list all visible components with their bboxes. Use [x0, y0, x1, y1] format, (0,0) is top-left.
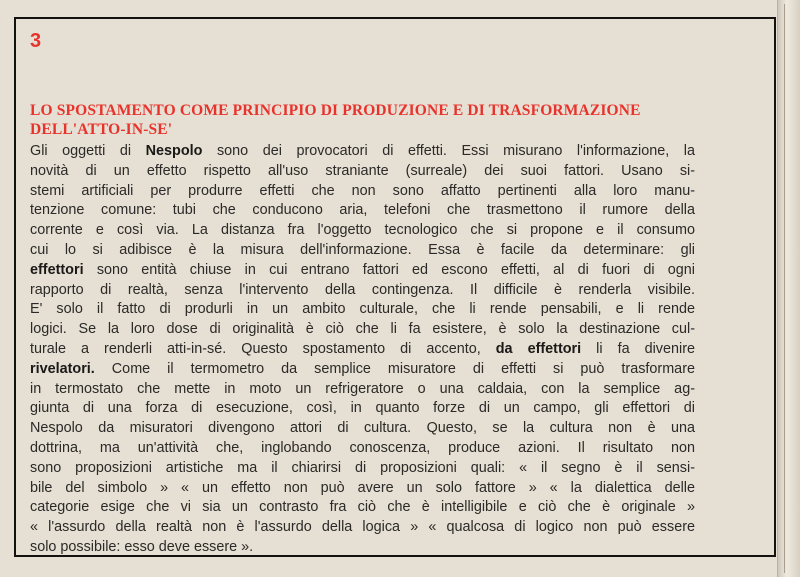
- page-edge-line: [784, 4, 785, 573]
- paragraph-line-3: stemi artificiali per produrre effetti che non sono affatto pertinenti alla loro manu-: [30, 182, 695, 199]
- page-edge-strip: [777, 0, 800, 577]
- text-run: Gli oggetti di: [30, 143, 146, 159]
- paragraph-line-6: cui lo si adibisce è la misura dell'informazione. Essa è facile da determinare: gli: [30, 241, 695, 258]
- paragraph-line-2: novità di un effetto rispetto all'uso straniante (surreale) dei suoi fattori. Usano si-: [30, 162, 695, 179]
- text-run: li fa divenire: [581, 340, 695, 357]
- page-number: 3: [30, 30, 42, 52]
- paragraph-line-13: in termostato che mette in moto un refrigeratore o una caldaia, con la semplice ag-: [30, 380, 695, 397]
- paragraph-line-21: solo possibile: esso deve essere ».: [30, 538, 254, 555]
- section-heading-line-1: LO SPOSTAMENTO COME PRINCIPIO DI PRODUZIONE E DI TRASFORMAZIONE: [30, 102, 641, 119]
- section-heading: [30, 101, 730, 139]
- section-heading-line-2: DELL'ATTO-IN-SE': [30, 121, 173, 138]
- paragraph-line-12: [30, 360, 695, 380]
- text-run: turale a renderli atti-in-sé. Questo spostamento di accento,: [30, 340, 496, 357]
- paragraph-line-20: « l'assurdo della realtà non è l'assurdo della logica » « qualcosa di logico non può essere: [30, 519, 695, 536]
- paragraph-line-16: dottrina, ma un'attività che, inglobando conoscenza, produce azioni. Il risultato non: [30, 439, 695, 456]
- text-run: Come il termometro da semplice misuratore di effetti si può trasformare: [94, 360, 695, 377]
- paragraph-line-11: [30, 340, 695, 360]
- body-paragraph: [30, 142, 695, 558]
- paragraph-line-15: Nespolo da misuratori divengono attori di cultura. Questo, se la cultura non è una: [30, 420, 695, 437]
- paragraph-line-4: tenzione comune: tubi che conducono aria, telefoni che trasmettono il rumore della: [30, 202, 695, 219]
- paragraph-line-1: [30, 142, 695, 162]
- paragraph-line-9: E' solo il fatto di produrli in un ambito culturale, che li rende pensabili, e li rende: [30, 301, 695, 318]
- paragraph-line-8: rapporto di realtà, senza l'intervento della contingenza. Il difficile è renderla visibile.: [30, 281, 695, 298]
- bold-term-effettori: effettori: [30, 261, 84, 278]
- paragraph-line-14: giunta di una forza di esecuzione, così, in quanto forze di un campo, gli effettori di: [30, 400, 695, 417]
- paragraph-line-19: categorie esige che vi sia un contrasto fra ciò che è intelligibile e ciò che è originale »: [30, 499, 695, 516]
- text-run: sono dei provocatori di effetti. Essi misurano l'informazione, la: [202, 143, 695, 159]
- bold-term-da-effettori: da effettori: [495, 340, 582, 357]
- paragraph-line-7: [30, 261, 695, 281]
- paragraph-line-17: sono proposizioni artistiche ma il chiarirsi di proposizioni quali: « il segno è il sensi-: [30, 459, 695, 476]
- paragraph-line-5: corrente e così via. La distanza fra l'oggetto tecnologico che si propone e il consumo: [30, 222, 695, 239]
- paragraph-line-10: logici. Se la loro dose di originalità è ciò che li fa esistere, è solo la destinazione cul-: [30, 321, 695, 338]
- text-run: sono entità chiuse in cui entrano fattori ed escono effetti, al di fuori di ogni: [83, 261, 695, 278]
- paragraph-line-18: bile del simbolo » « un effetto non può avere un solo fattore » « la dialettica delle: [30, 479, 695, 496]
- bold-term-nespolo: Nespolo: [145, 143, 203, 159]
- bold-term-rivelatori: rivelatori.: [30, 360, 95, 377]
